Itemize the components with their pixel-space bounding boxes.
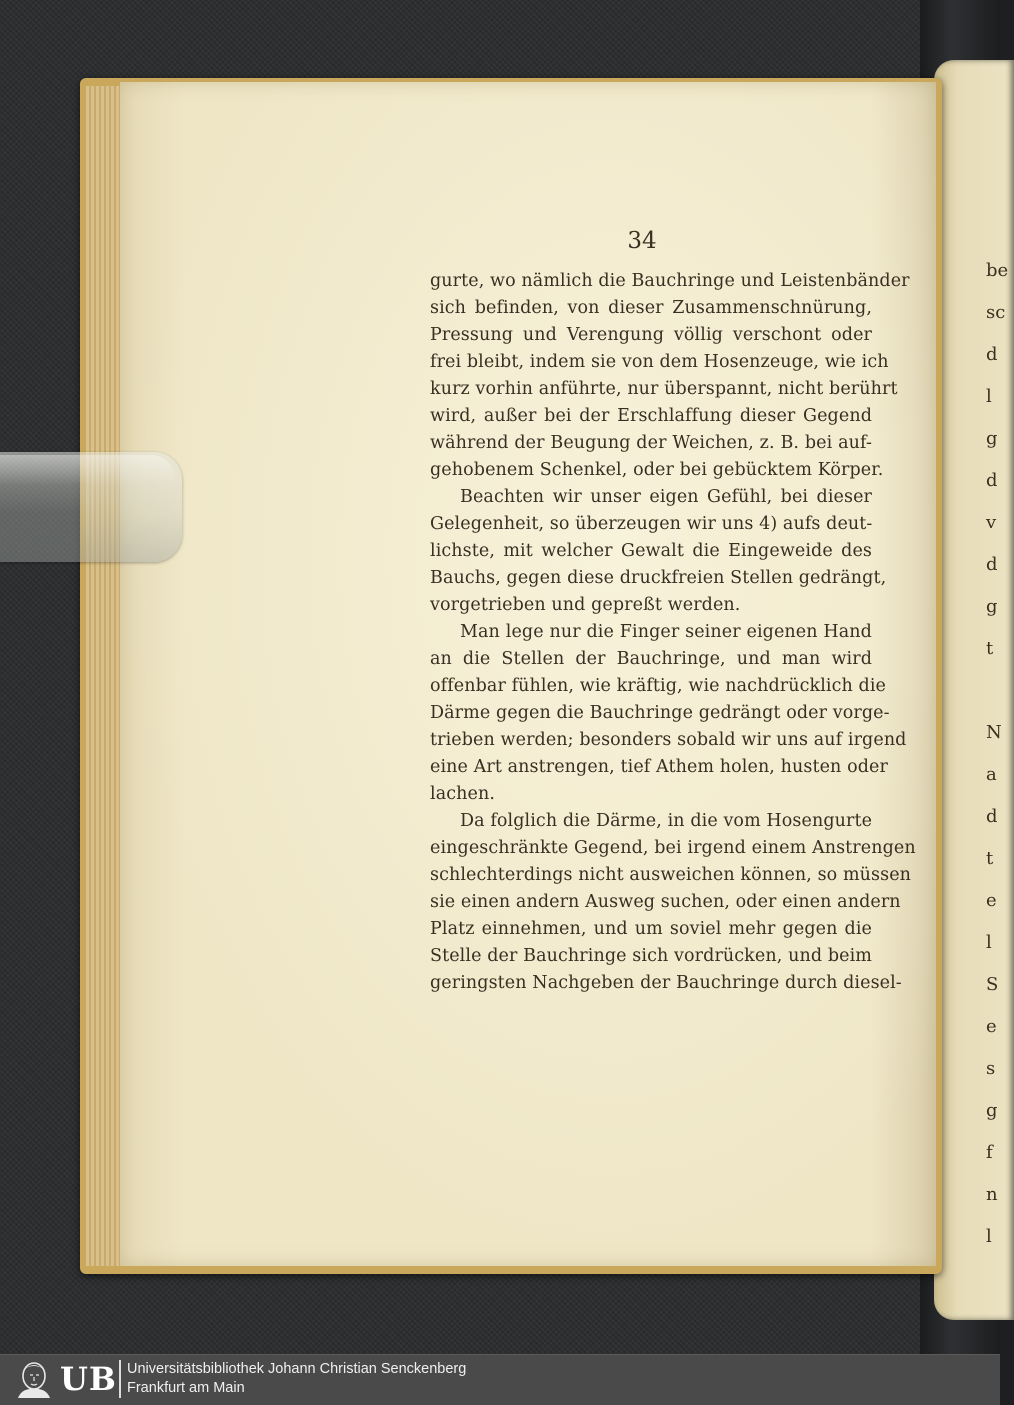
text-line: lachen. xyxy=(430,784,495,804)
text-line: schlechterdings nicht ausweichen können, so müssen xyxy=(430,865,912,885)
text-line: wird, außer bei der Erschlaffung dieser Gegend xyxy=(430,406,872,426)
text-line: gehobenem Schenkel, oder bei gebücktem Körper. xyxy=(430,460,884,480)
text-line: vorgetrieben und gepreßt werden. xyxy=(430,595,741,615)
paragraph-first-line: Beachten wir unser eigen Gefühl, bei dieser xyxy=(460,487,872,507)
page-edges xyxy=(86,86,120,1266)
paragraph-first-line: Man lege nur die Finger seiner eigenen Hand xyxy=(460,622,872,642)
text-line: Bauchs, gegen diese druckfreien Stellen gedrängt, xyxy=(430,568,887,588)
ub-logo: UB xyxy=(60,1360,117,1398)
library-city: Frankfurt am Main xyxy=(127,1380,245,1396)
strip-highlight xyxy=(0,455,175,485)
text-line: Stelle der Bauchringe sich vordrücken, und beim xyxy=(430,946,872,966)
text-line: Pressung und Verengung völlig verschont oder xyxy=(430,325,872,345)
text-line: frei bleibt, indem sie von dem Hosenzeuge, wie ich xyxy=(430,352,889,372)
page-number: 34 xyxy=(627,228,657,254)
library-name: Universitätsbibliothek Johann Christian Senckenberg xyxy=(127,1361,467,1377)
text-line: lichste, mit welcher Gewalt die Eingeweide des xyxy=(430,541,872,561)
text-line: eingeschränkte Gegend, bei irgend einem Anstrengen xyxy=(430,838,916,858)
text-line: sie einen andern Ausweg suchen, oder einen andern xyxy=(430,892,901,912)
text-line: gurte, wo nämlich die Bauchringe und Leistenbänder xyxy=(430,271,910,291)
page-text xyxy=(430,268,916,997)
text-line: Därme gegen die Bauchringe gedrängt oder vorge- xyxy=(430,703,890,723)
paragraph-first-line: Da folglich die Därme, in die vom Hosengurte xyxy=(460,811,873,831)
text-line: geringsten Nachgeben der Bauchringe durch diesel- xyxy=(430,973,902,993)
portrait-logo-icon xyxy=(10,1360,58,1398)
text-line: Gelegenheit, so überzeugen wir uns 4) aufs deut- xyxy=(430,514,873,534)
logo-divider xyxy=(119,1360,121,1398)
text-line: während der Beugung der Weichen, z. B. bei auf- xyxy=(430,433,872,453)
text-line: an die Stellen der Bauchringe, und man wird xyxy=(430,649,872,669)
text-line: trieben werden; besonders sobald wir uns auf irgend xyxy=(430,730,907,750)
text-line: kurz vorhin anführte, nur überspannt, nicht berührt xyxy=(430,379,898,399)
facing-page-text-fragment: be sc d l g d v d g t N a d t e l S e s g f n l xyxy=(986,260,1009,1247)
text-line: Platz einnehmen, und um soviel mehr gegen die xyxy=(430,919,872,939)
text-line: eine Art anstrengen, tief Athem holen, husten oder xyxy=(430,757,888,777)
text-line: offenbar fühlen, wie kräftig, wie nachdrücklich die xyxy=(430,676,886,696)
text-line: sich befinden, von dieser Zusammenschnürung, xyxy=(430,298,872,318)
